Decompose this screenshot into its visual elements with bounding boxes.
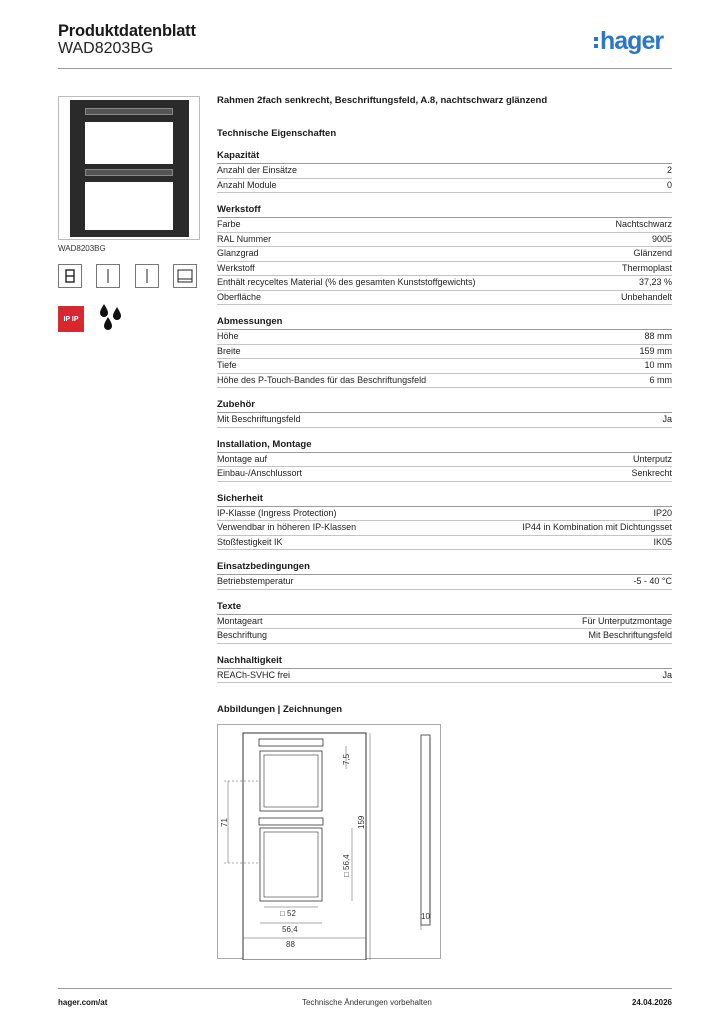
spec-row: [217, 467, 672, 482]
opening-top: [260, 751, 322, 811]
double-frame-icon: [58, 264, 82, 288]
spec-row: [217, 629, 672, 644]
section-heading: Zubehör: [217, 399, 672, 413]
spec-row: [217, 521, 672, 536]
spec-key: Einbau-/Anschlussort: [217, 468, 303, 478]
spec-key: Oberfläche: [217, 291, 262, 302]
label-field-icon: [173, 264, 197, 288]
spec-value: 6 mm: [649, 374, 672, 385]
spec-key: REACh-SVHC frei: [217, 669, 291, 680]
spec-key: Glanzgrad: [217, 248, 259, 258]
spec-key: Farbe: [217, 219, 241, 229]
spec-row: [217, 575, 672, 590]
spec-value: Senkrecht: [631, 468, 672, 478]
spec-section: [217, 439, 672, 482]
spec-section: [217, 150, 672, 193]
product-photo: [58, 96, 200, 240]
ip-badge-icon: IP IP: [58, 306, 84, 332]
spec-value: Ja: [662, 414, 672, 424]
spec-key: Betriebstemperatur: [217, 576, 294, 586]
spec-key: Breite: [217, 345, 241, 356]
label-field-bottom: [259, 818, 323, 825]
footer-website[interactable]: hager.com/at: [58, 998, 108, 1007]
spec-section: [217, 493, 672, 551]
vertical-line-icon: [96, 264, 120, 288]
spec-value: 37,23 %: [638, 277, 672, 287]
side-view: [421, 735, 430, 925]
dim-71: 71: [220, 818, 229, 827]
section-heading: Einsatzbedingungen: [217, 561, 672, 575]
spec-value: IK05: [653, 536, 672, 547]
footer-divider: [58, 988, 672, 989]
section-heading: Abmessungen: [217, 316, 672, 330]
dim-159: 159: [357, 815, 366, 829]
section-heading: Sicherheit: [217, 493, 672, 507]
spec-key: Tiefe: [217, 360, 237, 370]
section-heading: Werkstoff: [217, 204, 672, 218]
spec-value: 88 mm: [644, 331, 672, 341]
spec-row: [217, 291, 672, 306]
product-details: [217, 92, 672, 683]
spec-value: Unterputz: [632, 453, 672, 464]
spec-row: [217, 164, 672, 179]
spec-row: [217, 536, 672, 551]
spec-value: Nachtschwarz: [615, 219, 672, 229]
spec-row: [217, 507, 672, 522]
section-heading: Kapazität: [217, 150, 672, 164]
spec-section: [217, 204, 672, 305]
logo-text: hager: [600, 27, 664, 55]
product-code: WAD8203BG: [58, 40, 154, 57]
spec-row: [217, 330, 672, 345]
spec-row: [217, 179, 672, 194]
section-heading: Texte: [217, 601, 672, 615]
spec-value: 9005: [651, 233, 672, 244]
spec-value: IP44 in Kombination mit Dichtungsset: [522, 522, 672, 532]
spec-section: [217, 316, 672, 388]
frame-image: [70, 100, 189, 237]
dim-56-4-vertical: □ 56,4: [342, 854, 351, 877]
product-description: Rahmen 2fach senkrecht, Beschriftungsfeld, A.8, nachtschwarz glänzend: [217, 95, 548, 106]
spec-row: [217, 453, 672, 468]
section-heading: Installation, Montage: [217, 439, 672, 453]
footer-notice: Technische Änderungen vorbehalten: [302, 998, 432, 1007]
dim-10: 10: [421, 912, 430, 921]
spec-value: Thermoplast: [621, 262, 672, 273]
spec-key: Stoßfestigkeit IK: [217, 536, 283, 547]
spec-key: Beschriftung: [217, 630, 268, 640]
spec-value: Unbehandelt: [620, 291, 672, 302]
spec-value: Für Unterputzmontage: [581, 615, 672, 626]
spec-value: IP20: [653, 507, 672, 518]
spec-key: Höhe: [217, 331, 239, 341]
photo-caption: WAD8203BG: [58, 244, 106, 253]
spec-value: 2: [666, 165, 672, 175]
spec-key: Montage auf: [217, 453, 268, 464]
spec-value: -5 - 40 °C: [633, 576, 672, 586]
label-field-top: [259, 739, 323, 746]
hager-logo: [594, 27, 663, 56]
spec-key: Enthält recyceltes Material (% des gesamten Kunststoffgewichts): [217, 277, 476, 287]
spec-row: [217, 374, 672, 389]
section-heading: Nachhaltigkeit: [217, 655, 672, 669]
spec-key: Werkstoff: [217, 262, 255, 273]
header-divider: [58, 68, 672, 69]
spec-row: [217, 669, 672, 684]
spec-key: Anzahl der Einsätze: [217, 165, 298, 175]
spec-value: 10 mm: [644, 360, 672, 370]
tech-heading: Technische Eigenschaften: [217, 128, 337, 139]
technical-drawing: [217, 724, 441, 959]
spec-row: [217, 413, 672, 428]
footer-date: 24.04.2026: [631, 998, 672, 1007]
spec-row: [217, 359, 672, 374]
spec-key: Höhe des P-Touch-Bandes für das Beschriftungsfeld: [217, 374, 427, 385]
spec-sections: [217, 150, 672, 683]
opening-bottom: [260, 828, 322, 901]
spec-row: [217, 218, 672, 233]
spec-key: IP-Klasse (Ingress Protection): [217, 507, 337, 518]
spec-key: Verwendbar in höheren IP-Klassen: [217, 522, 357, 532]
figures-heading: Abbildungen | Zeichnungen: [217, 704, 343, 715]
spec-value: 0: [666, 179, 672, 190]
spec-value: 159 mm: [639, 345, 672, 356]
insert-opening-top: [85, 122, 173, 164]
water-drops-icon: [96, 301, 126, 331]
page-title: Produktdatenblatt: [58, 22, 196, 40]
spec-key: RAL Nummer: [217, 233, 272, 244]
spec-key: Montageart: [217, 615, 263, 626]
spec-key: Mit Beschriftungsfeld: [217, 414, 301, 424]
label-field-bottom: [85, 169, 173, 176]
spec-row: [217, 345, 672, 360]
dim-7-5: 7,5: [342, 753, 351, 765]
spec-row: [217, 276, 672, 291]
spec-value: Glänzend: [633, 248, 672, 258]
spec-row: [217, 233, 672, 248]
logo-dots-icon: [594, 33, 598, 51]
insert-opening-bottom: [85, 182, 173, 230]
spec-row: [217, 262, 672, 277]
dimension-drawing: [218, 725, 442, 960]
spec-row: [217, 615, 672, 630]
dim-88: 88: [286, 940, 295, 949]
spec-row: [217, 247, 672, 262]
spec-section: [217, 655, 672, 684]
spec-key: Anzahl Module: [217, 179, 277, 190]
spec-value: Ja: [662, 669, 672, 680]
spec-section: [217, 561, 672, 590]
dim-52: □ 52: [280, 909, 296, 918]
spec-section: [217, 399, 672, 428]
spec-section: [217, 601, 672, 644]
label-field-top: [85, 108, 173, 115]
spec-value: Mit Beschriftungsfeld: [588, 630, 672, 640]
vertical-line-icon: [135, 264, 159, 288]
dim-56-4-horizontal: 56,4: [282, 925, 298, 934]
